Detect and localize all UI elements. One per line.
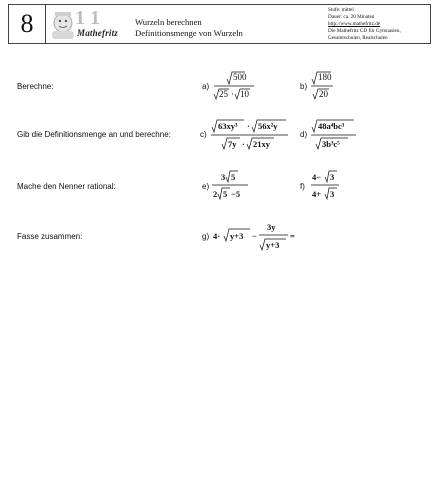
label-b: b) [300, 82, 308, 91]
expr-b-denominator: 20 [319, 89, 328, 99]
meta-level: Stufe: mittel [328, 7, 354, 13]
expr-g-minus: − [252, 231, 257, 241]
expr-e-denominator-rest: −5 [231, 189, 241, 199]
expr-c-numerator-right: 56x²y [258, 121, 278, 131]
label-a: a) [202, 82, 210, 91]
expr-g-equals: = [290, 231, 295, 241]
expr-a-numerator: 500 [233, 72, 247, 82]
expr-a-operator: · [231, 89, 234, 99]
instruction-nenner-rational: Mache den Nenner rational: [17, 182, 116, 191]
label-d: d) [300, 130, 308, 139]
expression-d [310, 118, 358, 152]
expression-c [210, 118, 290, 152]
label-c: c) [200, 130, 207, 139]
expression-g [212, 220, 302, 256]
expr-c-denominator-operator: · [242, 139, 245, 149]
title-line-1: Wurzeln berechnen [135, 17, 202, 27]
meta-cd-line-1: Die Mathefritz CD für Gymnasien, [328, 28, 401, 35]
expr-g-denominator-radicand: y+3 [266, 240, 280, 250]
logo-text: Mathefritz [77, 28, 119, 38]
label-e: e) [202, 182, 210, 191]
expr-d-numerator: 48a⁴bc³ [318, 121, 345, 131]
logo-mark: 1 1 [75, 7, 100, 29]
instruction-berechne: Berechne: [17, 82, 54, 91]
expr-g-numerator: 3y [267, 222, 276, 232]
worksheet-meta [328, 7, 401, 42]
expression-e [211, 170, 251, 202]
expr-f-denominator-radicand: 3 [330, 189, 335, 199]
expr-g-prefix: 4· [213, 231, 221, 241]
meta-duration: Dauer: ca. 20 Minaten [328, 14, 375, 21]
instruction-definitionsmenge: Gib die Definitionsmenge an und berechne: [17, 130, 171, 139]
expr-c-numerator-left: 63xy³ [218, 121, 238, 131]
expr-e-numerator-radicand: 5 [231, 172, 236, 182]
label-f: f) [300, 182, 305, 191]
expr-c-operator: · [247, 121, 250, 131]
expr-g-radicand: y+3 [230, 231, 244, 241]
meta-url-link[interactable]: http://www.mathefritz.de [328, 21, 381, 28]
expr-e-denominator-coef: 2 [213, 189, 218, 199]
meta-cd-line-2: Gesamtschulen, Realschulen [328, 35, 388, 42]
worksheet-title [135, 17, 243, 39]
expr-f-numerator-radicand: 3 [330, 172, 335, 182]
label-g: g) [202, 232, 210, 241]
sheet-number: 8 [9, 5, 46, 43]
expr-a-denominator-right: 10 [240, 89, 249, 99]
instruction-fasse-zusammen: Fasse zusammen: [17, 232, 83, 241]
expr-d-denominator: 3b³c⁵ [322, 139, 340, 149]
expression-a [212, 70, 258, 102]
expression-b [310, 70, 336, 102]
expr-a-denominator-left: 25 [219, 89, 228, 99]
worksheet-header [8, 4, 431, 44]
mathefritz-logo [49, 7, 133, 41]
expression-f [310, 170, 342, 202]
expr-e-denominator-radicand: 5 [223, 189, 228, 199]
expr-f-denominator-const: 4+ [312, 189, 322, 199]
expr-c-denominator-right: 21xy [253, 139, 270, 149]
expr-f-numerator-const: 4− [312, 172, 322, 182]
title-line-2: Definitionsmenge von Wurzeln [135, 28, 243, 38]
expr-e-numerator-coef: 3 [221, 172, 226, 182]
expr-c-denominator-left: 7y [228, 139, 237, 149]
expr-b-numerator: 180 [318, 72, 332, 82]
